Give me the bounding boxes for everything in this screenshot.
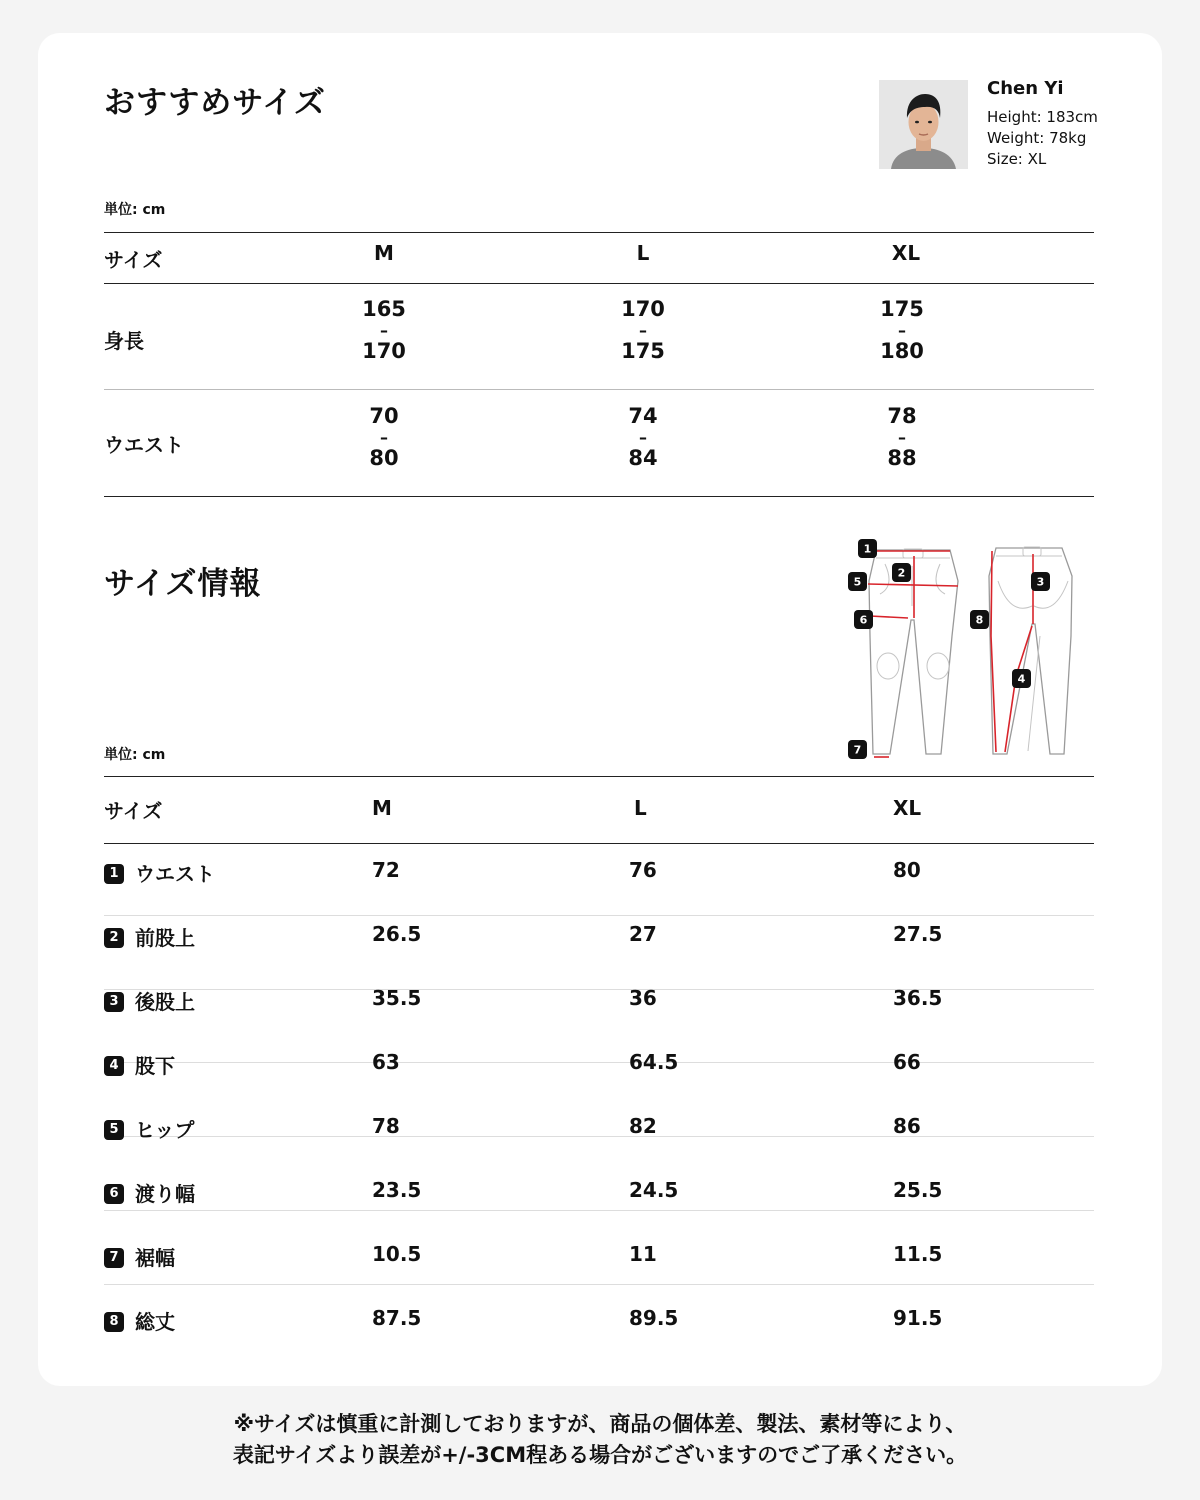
diagram-marker-6: 6 — [859, 613, 868, 627]
range-from: 165 — [362, 297, 406, 321]
recommended-size-xl: XL — [891, 241, 921, 265]
value-m: 87.5 — [372, 1306, 422, 1330]
size-info-size-m: M — [372, 796, 392, 820]
value-xl: 66 — [893, 1050, 921, 1074]
height-range-l — [603, 299, 683, 362]
row-label-front-rise — [104, 922, 195, 951]
range-separator: – — [380, 321, 388, 340]
table-divider — [104, 283, 1094, 284]
row-label-waist — [104, 858, 215, 887]
value-l: 11 — [629, 1242, 657, 1266]
size-info-title: サイズ情報 — [104, 566, 262, 602]
value-m: 10.5 — [372, 1242, 422, 1266]
model-height: Height: 183cm — [987, 108, 1098, 126]
waist-range-xl — [862, 406, 942, 469]
range-from: 175 — [880, 297, 924, 321]
range-separator: – — [898, 321, 906, 340]
value-l: 64.5 — [629, 1050, 679, 1074]
value-xl: 25.5 — [893, 1178, 943, 1202]
number-badge: 1 — [104, 864, 124, 884]
footnote-line-2: 表記サイズより誤差が+/-3CM程ある場合がございますのでご了承ください。 — [232, 1443, 968, 1467]
range-separator: – — [639, 321, 647, 340]
number-badge: 7 — [104, 1248, 124, 1268]
value-m: 63 — [372, 1050, 400, 1074]
pants-measurement-diagram — [840, 536, 1100, 766]
value-m: 23.5 — [372, 1178, 422, 1202]
diagram-marker-5: 5 — [853, 575, 862, 589]
range-from: 170 — [621, 297, 665, 321]
number-badge: 3 — [104, 992, 124, 1012]
value-m: 35.5 — [372, 986, 422, 1010]
row-divider — [104, 1284, 1094, 1285]
range-separator: – — [898, 428, 906, 447]
value-m: 72 — [372, 858, 400, 882]
diagram-marker-1: 1 — [863, 542, 872, 556]
row-label-text: ウエスト — [135, 862, 215, 886]
value-l: 82 — [629, 1114, 657, 1138]
value-l: 24.5 — [629, 1178, 679, 1202]
diagram-marker-2: 2 — [897, 566, 906, 580]
waist-row-label: ウエスト — [104, 433, 184, 457]
table-divider — [104, 232, 1094, 233]
table-divider — [104, 389, 1094, 390]
height-range-m — [344, 299, 424, 362]
value-l: 76 — [629, 858, 657, 882]
size-info-size-header: サイズ — [104, 799, 163, 823]
height-row-label: 身長 — [104, 329, 144, 353]
number-badge: 4 — [104, 1056, 124, 1076]
value-l: 27 — [629, 922, 657, 946]
row-divider — [104, 915, 1094, 916]
value-xl: 80 — [893, 858, 921, 882]
row-label-text: ヒップ — [135, 1118, 195, 1142]
row-label-text: 前股上 — [135, 926, 195, 950]
height-range-xl — [862, 299, 942, 362]
range-from: 70 — [369, 404, 399, 428]
model-size: Size: XL — [987, 150, 1047, 168]
size-info-size-l: L — [634, 796, 647, 820]
recommended-size-header: サイズ — [104, 248, 163, 272]
value-xl: 11.5 — [893, 1242, 943, 1266]
row-divider — [104, 1062, 1094, 1063]
table-divider — [104, 776, 1094, 777]
row-label-hip — [104, 1114, 194, 1143]
range-from: 78 — [887, 404, 917, 428]
range-to: 170 — [362, 339, 406, 363]
size-info-size-xl: XL — [893, 796, 922, 820]
value-xl: 36.5 — [893, 986, 943, 1010]
row-label-inseam — [104, 1050, 175, 1079]
range-from: 74 — [628, 404, 658, 428]
diagram-marker-7: 7 — [853, 743, 862, 757]
value-xl: 27.5 — [893, 922, 943, 946]
table-divider — [104, 496, 1094, 497]
model-name: Chen Yi — [987, 78, 1064, 99]
diagram-marker-8: 8 — [975, 613, 984, 627]
range-to: 80 — [369, 446, 399, 470]
row-label-text: 裾幅 — [135, 1246, 175, 1270]
waist-range-m — [344, 406, 424, 469]
diagram-marker-3: 3 — [1036, 575, 1045, 589]
row-label-text: 総丈 — [135, 1310, 175, 1334]
recommended-size-l: L — [636, 241, 650, 265]
row-divider — [104, 989, 1094, 990]
value-l: 89.5 — [629, 1306, 679, 1330]
range-separator: – — [380, 428, 388, 447]
row-divider — [104, 1210, 1094, 1211]
row-divider — [104, 1136, 1094, 1137]
number-badge: 5 — [104, 1120, 124, 1140]
model-portrait-icon — [879, 80, 968, 169]
recommended-unit: 単位: cm — [104, 202, 166, 218]
footnote-line-1: ※サイズは慎重に計測しておりますが、商品の個体差、製法、素材等により、 — [233, 1412, 967, 1436]
range-to: 88 — [887, 446, 917, 470]
row-label-hem — [104, 1242, 175, 1271]
number-badge: 8 — [104, 1312, 124, 1332]
row-label-text: 後股上 — [135, 990, 195, 1014]
value-l: 36 — [629, 986, 657, 1010]
recommended-size-m: M — [374, 241, 394, 265]
table-divider — [104, 843, 1094, 844]
row-label-text: 渡り幅 — [135, 1182, 195, 1206]
range-separator: – — [639, 428, 647, 447]
model-photo — [879, 80, 968, 169]
waist-range-l — [603, 406, 683, 469]
range-to: 84 — [628, 446, 658, 470]
number-badge: 2 — [104, 928, 124, 948]
value-m: 78 — [372, 1114, 400, 1138]
size-info-unit: 単位: cm — [104, 747, 166, 763]
row-label-total-length — [104, 1306, 175, 1335]
range-to: 180 — [880, 339, 924, 363]
diagram-marker-4: 4 — [1017, 672, 1026, 686]
recommended-size-title: おすすめサイズ — [104, 85, 326, 121]
row-label-text: 股下 — [135, 1054, 175, 1078]
value-xl: 91.5 — [893, 1306, 943, 1330]
number-badge: 6 — [104, 1184, 124, 1204]
model-weight: Weight: 78kg — [987, 129, 1087, 147]
range-to: 175 — [621, 339, 665, 363]
row-label-thigh — [104, 1178, 195, 1207]
value-xl: 86 — [893, 1114, 921, 1138]
value-m: 26.5 — [372, 922, 422, 946]
row-label-back-rise — [104, 986, 195, 1015]
